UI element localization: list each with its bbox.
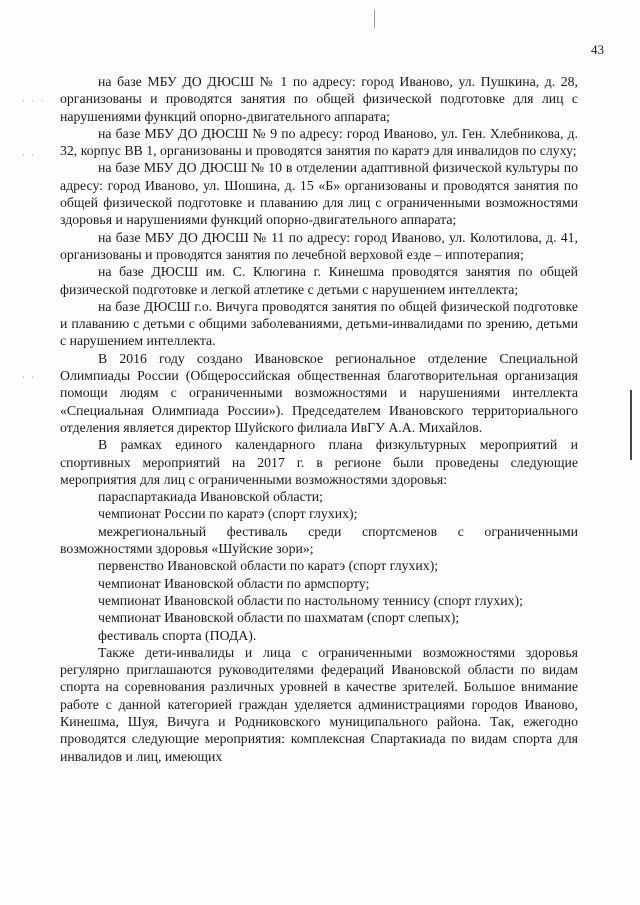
- list-item: чемпионат Ивановской области по армспорту;: [98, 575, 370, 591]
- paragraph: Также дети-инвалиды и лица с ограниченными возможностями здоровья регулярно приглашаются руководителями федераций Ивановской области по видам спорта на соревнования различных уровней в качестве зрителей. Большое внимание работе с данной категорией граждан уделяется администрациями городов Иваново, Кинешма, Шуя, Вичуга и Родниковского муниципального района. Так, ежегодно проводятся следующие мероприятия: комплексная Спартакиада по видам спорта для инвалидов и лиц, имеющих: [60, 644, 578, 764]
- paragraph: на базе ДЮСШ г.о. Вичуга проводятся занятия по общей физической подготовке и плаванию с детьми с общими заболеваниями, детьми-инвалидами по зрению, детьми с нарушением интеллекта.: [60, 298, 578, 349]
- list-item: межрегиональный фестиваль среди спортсменов с ограниченными возможностями здоровья «Шуйские зори»;: [60, 523, 578, 557]
- list-item: чемпионат Ивановской области по настольному теннису (спорт глухих);: [98, 592, 523, 608]
- paragraph: В 2016 году создано Ивановское региональное отделение Специальной Олимпиады России (Общероссийская общественная благотворительная организация помощи людям с ограниченными возможностями и нарушениями интеллекта «Специальная Олимпиада России»). Председателем Ивановского территориального отделения является директор Шуйского филиала ИвГУ А.А. Михайлов.: [60, 350, 578, 435]
- paragraph: на базе МБУ ДО ДЮСШ № 11 по адресу: город Иваново, ул. Колотилова, д. 41, организованы и проводятся занятия по лечебной верховой езде – иппотерапия;: [60, 229, 578, 262]
- scan-artifact-top: [374, 10, 375, 28]
- list-item: фестиваль спорта (ПОДА).: [98, 627, 257, 643]
- paragraph: на базе МБУ ДО ДЮСШ № 10 в отделении адаптивной физической культуры по адресу: город Иваново, ул. Шошина, д. 15 «Б» организованы и проводятся занятия по общей физической подготовке и плаванию для лиц с ограниченными возможностями здоровья и нарушениями функций опорно-двигательного аппарата;: [60, 160, 578, 228]
- paragraph: В рамках единого календарного плана физкультурных мероприятий и спортивных мероприятий на 2017 г. в регионе были проведены следующие мероприятия для лиц с ограниченными возможностями здоровья:: [60, 437, 578, 487]
- scan-artifact-right: [630, 390, 632, 460]
- list-item: параспартакиада Ивановской области;: [98, 489, 323, 505]
- page-number: 43: [591, 42, 604, 57]
- list-item: первенство Ивановской области по каратэ (спорт глухих);: [98, 558, 439, 574]
- list-item: чемпионат России по каратэ (спорт глухих);: [98, 506, 358, 522]
- scan-dots: · ·: [22, 372, 37, 382]
- document-body: [60, 73, 578, 765]
- list-item: чемпионат Ивановской области по шахматам (спорт слепых);: [98, 610, 460, 626]
- scan-dots: · ·: [22, 150, 37, 160]
- paragraph: на базе МБУ ДО ДЮСШ № 9 по адресу: город Иваново, ул. Ген. Хлебникова, д. 32, корпус ВВ 1, организованы и проводятся занятия по каратэ для инвалидов по слуху;: [60, 125, 578, 159]
- paragraph: на базе ДЮСШ им. С. Клюгина г. Кинешма проводятся занятия по общей физической подготовке и легкой атлетике с детьми с нарушением интеллекта;: [60, 264, 578, 297]
- scan-dots: · · ·: [22, 96, 46, 106]
- paragraph: на базе МБУ ДО ДЮСШ № 1 по адресу: город Иваново, ул. Пушкина, д. 28, организованы и проводятся занятия по общей физической подготовке для лиц с нарушениями функций опорно-двигательного аппарата;: [60, 74, 578, 124]
